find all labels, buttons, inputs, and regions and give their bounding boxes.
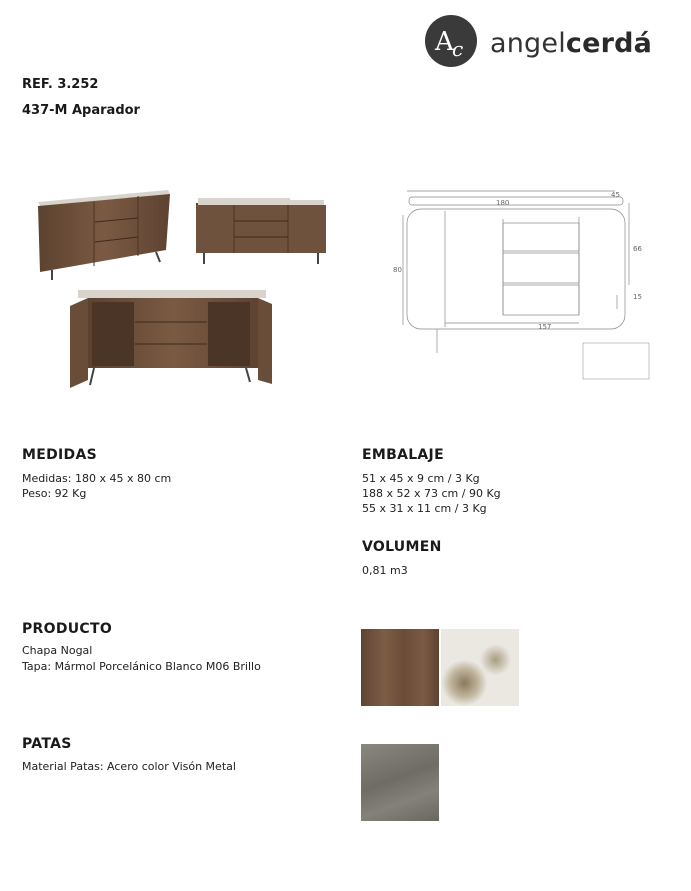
steel-swatch [361,744,439,821]
producto-top: Tapa: Mármol Porcelánico Blanco M06 Brillo [22,660,261,673]
dim-depth: 45 [611,191,620,199]
volumen-value: 0,81 m3 [362,564,408,577]
brand-logo [424,12,684,70]
medidas-heading: MEDIDAS [22,447,97,463]
marble-swatch [441,629,519,706]
dim-width: 180 [496,199,510,207]
producto-heading: PRODUCTO [22,621,113,637]
sideboard-photo-angled [38,190,170,280]
walnut-swatch [361,629,439,706]
dim-height: 80 [393,266,402,274]
patas-material: Material Patas: Acero color Visón Metal [22,760,236,773]
monogram-logo-icon [424,12,482,70]
product-reference: REF. 3.252 [22,77,99,92]
embalaje-line: 55 x 31 x 11 cm / 3 Kg [362,502,487,515]
svg-text:A: A [435,27,454,57]
producto-finish: Chapa Nogal [22,644,93,657]
sideboard-photo-open [70,290,272,388]
dim-inner-width: 157 [538,323,552,331]
medidas-dimensions: Medidas: 180 x 45 x 80 cm [22,472,172,485]
patas-heading: PATAS [22,736,72,752]
dim-leg-height: 15 [633,293,642,301]
technical-drawing [385,185,665,390]
volumen-heading: VOLUMEN [362,539,442,555]
dim-top-height: 66 [633,245,642,253]
embalaje-line: 51 x 45 x 9 cm / 3 Kg [362,472,480,485]
medidas-weight: Peso: 92 Kg [22,487,87,500]
embalaje-heading: EMBALAJE [362,447,444,463]
svg-text:c: c [452,37,464,61]
brand-name: angelcerdá [490,28,653,59]
product-title: 437-M Aparador [22,103,140,118]
embalaje-line: 188 x 52 x 73 cm / 90 Kg [362,487,501,500]
sideboard-photo-front-detail [194,196,330,266]
